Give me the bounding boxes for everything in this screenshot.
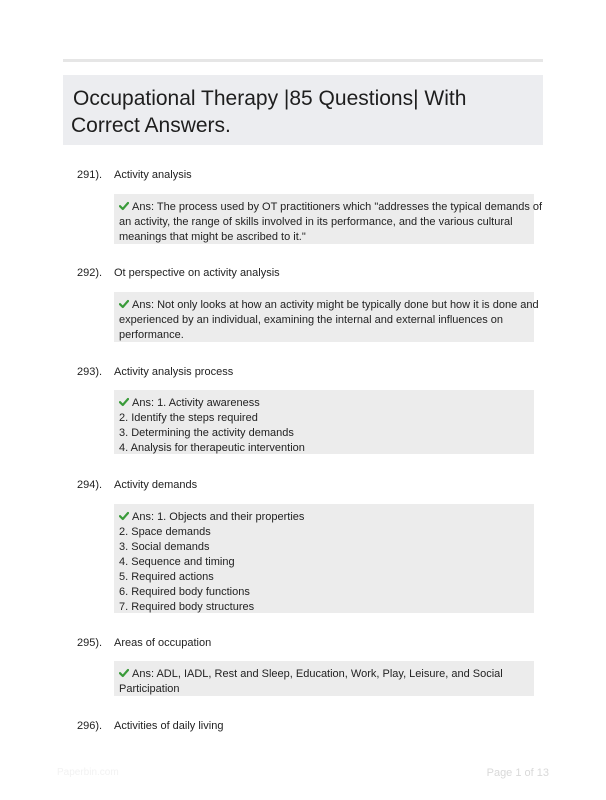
answer-line xyxy=(119,510,526,525)
answer-box xyxy=(114,292,539,342)
question-number: 294). xyxy=(77,479,103,491)
answer-line: an activity, the range of skills involved in its performance, and the various cultural xyxy=(119,216,513,228)
answer-line: 3. Determining the activity demands xyxy=(119,427,294,439)
answer-line xyxy=(119,667,526,682)
title-banner xyxy=(63,75,543,145)
check-icon xyxy=(119,511,129,521)
check-icon xyxy=(119,668,129,678)
question-number: 292). xyxy=(77,267,103,279)
footer-page-indicator: Page 1 of 13 xyxy=(486,767,549,779)
answer-box xyxy=(114,661,534,696)
answer-line: 6. Required body functions xyxy=(119,586,250,598)
answer-text: Ans: The process used by OT practitioners which "addresses the typical demands of xyxy=(132,201,543,213)
check-icon xyxy=(119,299,129,309)
answer-line: 2. Space demands xyxy=(119,526,211,538)
answer-line: performance. xyxy=(119,329,184,341)
answer-line: 4. Analysis for therapeutic intervention xyxy=(119,442,305,454)
answer-box xyxy=(114,390,534,454)
answer-line: 5. Required actions xyxy=(119,571,214,583)
answer-text: Ans: Not only looks at how an activity might be typically done but how it is done and xyxy=(132,299,539,311)
answer-text: Ans: ADL, IADL, Rest and Sleep, Education, Work, Play, Leisure, and Social xyxy=(132,668,503,680)
question-text: Activity demands xyxy=(114,479,198,491)
answer-line: meanings that might be ascribed to it." xyxy=(119,231,306,243)
question-text: Activity analysis process xyxy=(114,366,234,378)
question-text: Activities of daily living xyxy=(114,720,224,732)
answer-box xyxy=(114,504,534,613)
check-icon xyxy=(119,397,129,407)
answer-line: 4. Sequence and timing xyxy=(119,556,235,568)
top-divider xyxy=(63,59,543,62)
title-line-2: Correct Answers. xyxy=(71,114,231,137)
answer-line: experienced by an individual, examining the internal and external influences on xyxy=(119,314,504,326)
answer-line xyxy=(119,396,526,411)
answer-line: 7. Required body structures xyxy=(119,601,255,613)
answer-text: Ans: 1. Objects and their properties xyxy=(132,511,305,523)
answer-box xyxy=(114,194,543,244)
check-icon xyxy=(119,201,129,211)
question-number: 293). xyxy=(77,366,103,378)
question-number: 295). xyxy=(77,637,103,649)
answer-line: Participation xyxy=(119,683,180,695)
answer-line xyxy=(119,298,539,313)
answer-line: 2. Identify the steps required xyxy=(119,412,258,424)
answer-line: 3. Social demands xyxy=(119,541,210,553)
footer-site-watermark: Paperbin.com xyxy=(57,767,119,778)
question-text: Ot perspective on activity analysis xyxy=(114,267,280,279)
question-number: 296). xyxy=(77,720,103,732)
question-number: 291). xyxy=(77,169,103,181)
answer-text: Ans: 1. Activity awareness xyxy=(132,397,260,409)
question-text: Areas of occupation xyxy=(114,637,212,649)
title-line-1: Occupational Therapy |85 Questions| With xyxy=(73,87,467,110)
answer-line xyxy=(119,200,543,215)
document-title xyxy=(71,85,533,139)
question-text: Activity analysis xyxy=(114,169,192,181)
